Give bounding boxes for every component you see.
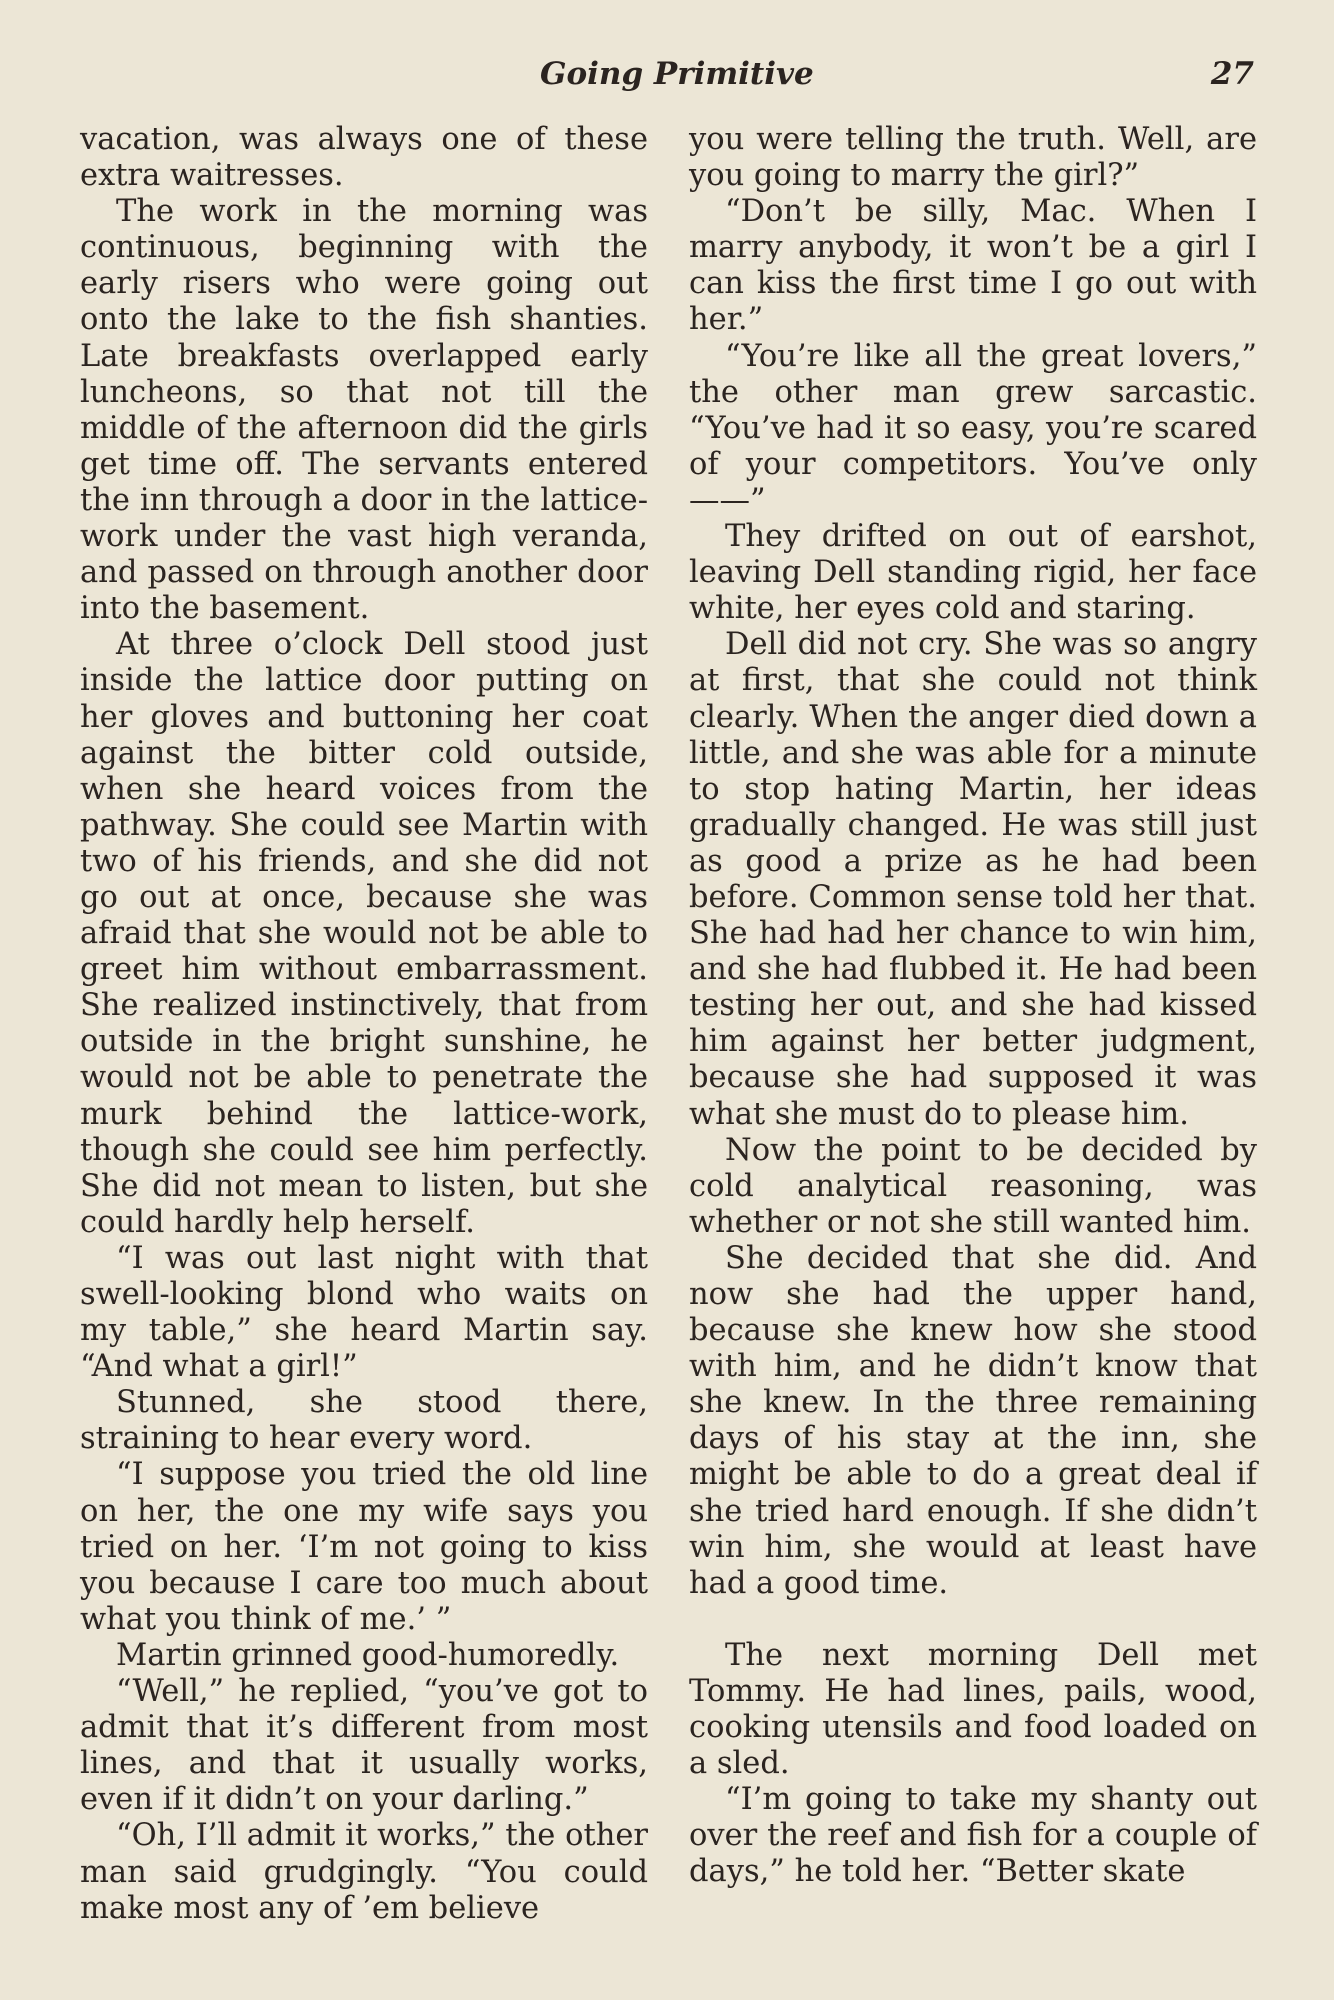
paragraph: Martin grinned good-humoredly. (116, 1637, 620, 1673)
paragraph: “I suppose you tried the old line on her, the one my wife says you tried on her. ‘I’m not going to kiss you because I care too much about what you think of me.’ ” (80, 1457, 648, 1637)
paragraph: “I was out last night with that swell-looking blond who waits on my table,” she heard Martin say. “And what a girl!” (80, 1240, 648, 1385)
paragraph: vacation, was always one of these extra waitresses. (80, 122, 648, 194)
paragraph: At three o’clock Dell stood just inside the lattice door putting on her gloves and buttoning her coat against the bitter cold outside, when she heard voices from the pathway. She could see Martin with two of his friends, and she did not go out at once, because she was afraid that she would not be able to greet him without embarrassment. She realized instinctively, that from outside in the bright sunshine, he would not be able to penetrate the murk behind the lattice-work, though she could see him perfectly. She did not mean to listen, but she could hardly help herself. (80, 627, 648, 1240)
paragraph: The next morning Dell met Tommy. He had lines, pails, wood, cooking utensils and food loaded on a sled. (689, 1637, 1257, 1782)
paragraph: They drifted on out of earshot, leaving Dell standing rigid, her face white, her eyes cold and staring. (689, 519, 1257, 627)
paragraph: The work in the morning was continuous, beginning with the early risers who were going out onto the lake to the fish shanties. Late breakfasts overlapped early luncheons, so that not till the middle of the afternoon did the girls get time off. The servants entered the inn through a door in the lattice-work under the vast high veranda, and passed on through another door into the basement. (80, 194, 648, 627)
paragraph: “Oh, I’ll admit it works,” the other man said grudgingly. “You could make most any of ’em believe (80, 1818, 648, 1926)
paragraph: you were telling the truth. Well, are you going to marry the girl?” (689, 122, 1257, 194)
paragraph: “I’m going to take my shanty out over the reef and fish for a couple of days,” he told her. “Better skate (689, 1782, 1257, 1890)
page-number: 27 (1210, 56, 1254, 92)
paragraph: “You’re like all the great lovers,” the other man grew sarcastic. “You’ve had it so easy, you’re scared of your competitors. You’ve only——” (689, 338, 1257, 518)
paragraph: “Don’t be silly, Mac. When I marry anybody, it won’t be a girl I can kiss the first time I go out with her.” (689, 194, 1257, 338)
paragraph: Now the point to be decided by cold analytical reasoning, was whether or not she still wanted him. (689, 1132, 1257, 1240)
paragraph: Dell did not cry. She was so angry at first, that she could not think clearly. When the anger died down a little, and she was able for a minute to stop hating Martin, her ideas gradually changed. He was still just as good a prize as he had been before. Common sense told her that. She had had her chance to win him, and she had flubbed it. He had been testing her out, and she had kissed him against her better judgment, because she had supposed it was what she must do to please him. (689, 627, 1257, 1132)
right-column (689, 122, 1257, 1891)
section-break (689, 1602, 1257, 1638)
paragraph: Stunned, she stood there, straining to hear every word. (80, 1385, 648, 1457)
paragraph: She decided that she did. And now she had the upper hand, because she knew how she stood with him, and he didn’t know that she knew. In the three remaining days of his stay at the inn, she might be able to do a great deal if she tried hard enough. If she didn’t win him, she would at least have had a good time. (689, 1240, 1257, 1601)
paragraph: “Well,” he replied, “you’ve got to admit that it’s different from most lines, and that it usually works, even if it didn’t on your darling.” (80, 1674, 648, 1818)
left-column (80, 122, 648, 1927)
running-header-title: Going Primitive (540, 56, 814, 92)
